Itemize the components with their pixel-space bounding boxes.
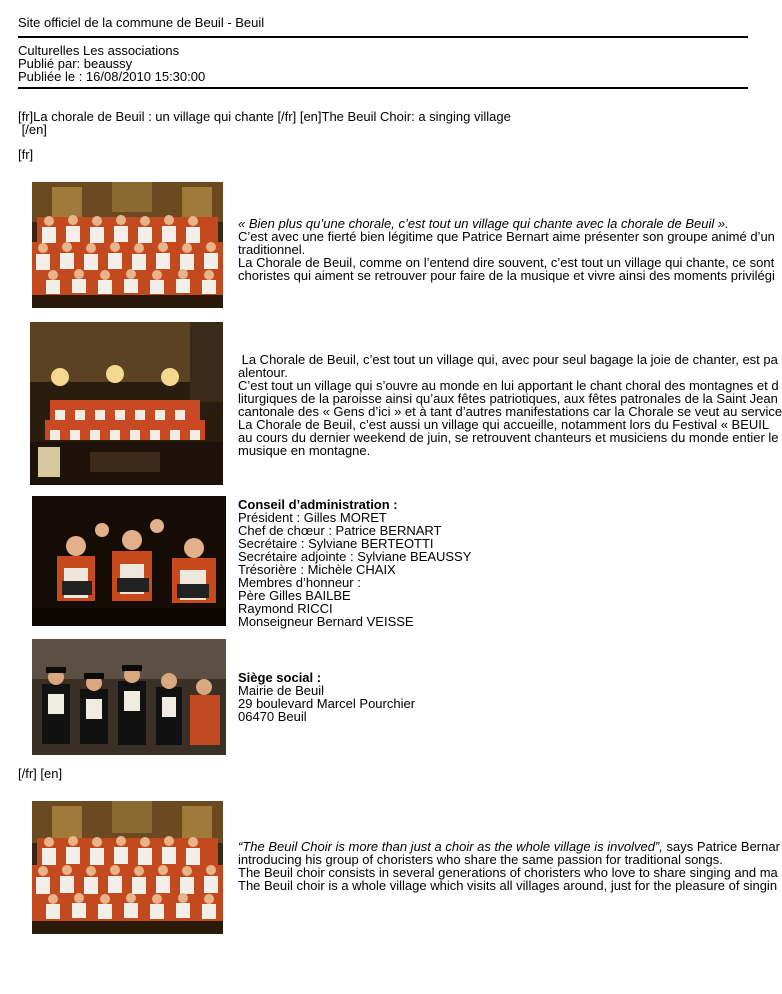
section-en-line2: introducing his group of choristers who share the same passion for traditional songs. bbox=[238, 852, 723, 867]
section-en-quote: “The Beuil Choir is more than just a choir as the whole village is involved”, bbox=[238, 839, 663, 854]
choir-photo-singers bbox=[32, 496, 226, 626]
board-member: Raymond RICCI bbox=[238, 601, 333, 616]
board-member: Monseigneur Bernard VEISSE bbox=[238, 614, 414, 629]
site-title: Site officiel de la commune de Beuil - Beuil bbox=[18, 15, 265, 30]
fr-open-tag: [fr] bbox=[18, 147, 34, 162]
category-label: Culturelles Les associations bbox=[18, 43, 180, 58]
header-divider bbox=[18, 36, 748, 38]
board-block bbox=[238, 498, 471, 628]
section1-line5: choristes qui aiment se retrouver pour faire de la musique et vivre ainsi des moments privilégi bbox=[238, 268, 775, 283]
section2-line6: La Chorale de Beuil, c’est aussi un village qui accueille, notamment lors du Festival « BEUIL bbox=[238, 417, 770, 432]
section-en-quote-tail: says Patrice Bernar bbox=[662, 839, 780, 854]
section2-line5: cantonale des « Gens d’ici » et à tant d’autres manifestations car la Chorale se veut au service bbox=[238, 404, 782, 419]
office-line: Mairie de Beuil bbox=[238, 683, 324, 698]
published-by: Publié par: beaussy bbox=[18, 56, 133, 71]
section-en-line3: The Beuil choir consists in several generations of choristers who love to share singing and ma bbox=[238, 865, 778, 880]
section1-text bbox=[238, 216, 775, 283]
section1-line3: traditionnel. bbox=[238, 242, 306, 257]
office-heading: Siège social : bbox=[238, 670, 322, 685]
section1-line4: La Chorale de Beuil, comme on l’entend dire souvent, c’est tout un village qui chante, ce sont bbox=[238, 255, 775, 270]
meta-divider bbox=[18, 87, 748, 89]
board-member: Père Gilles BAILBE bbox=[238, 588, 351, 603]
board-member: Chef de chœur : Patrice BERNART bbox=[238, 523, 442, 538]
board-member: Membres d’honneur : bbox=[238, 575, 361, 590]
office-block bbox=[238, 671, 415, 723]
section2-line7: au cours du dernier weekend de juin, se retrouvent chanteurs et musiciens du monde entier le bbox=[238, 430, 779, 445]
board-member: Président : Gilles MORET bbox=[238, 510, 387, 525]
article-title-line2: [/en] bbox=[18, 122, 47, 137]
section1-quote: « Bien plus qu’une chorale, c’est tout un village qui chante avec la chorale de Beuil ». bbox=[238, 216, 729, 231]
section2-line8: musique en montagne. bbox=[238, 443, 371, 458]
section2-line3: C’est tout un village qui s’ouvre au monde en lui apportant le chant choral des montagnes et d bbox=[238, 378, 779, 393]
fr-close-en-open-tag: [/fr] [en] bbox=[18, 766, 63, 781]
board-member: Trésorière : Michèle CHAIX bbox=[238, 562, 396, 577]
office-line: 06470 Beuil bbox=[238, 709, 307, 724]
board-member: Secrétaire : Sylviane BERTEOTTI bbox=[238, 536, 434, 551]
choir-photo-men bbox=[32, 639, 226, 755]
choir-photo-concert bbox=[30, 322, 223, 485]
section1-line2: C’est avec une fierté bien légitime que Patrice Bernart aime présenter son groupe animé d’un bbox=[238, 229, 775, 244]
section2-text bbox=[238, 352, 782, 458]
section2-line4: liturgiques de la paroisse ainsi qu’aux fêtes patriotiques, aux fêtes patronales de la Saint Jean bbox=[238, 391, 778, 406]
choir-photo-church-en bbox=[32, 801, 223, 934]
section-en-text bbox=[238, 839, 780, 893]
section-en-line4: The Beuil choir is a whole village which visits all villages around, just for the pleasure of singin bbox=[238, 878, 778, 893]
article-title bbox=[18, 110, 511, 136]
section2-line2: alentour. bbox=[238, 365, 288, 380]
choir-photo-church bbox=[32, 182, 223, 308]
board-member: Secrétaire adjointe : Sylviane BEAUSSY bbox=[238, 549, 472, 564]
meta-block bbox=[18, 44, 205, 83]
section2-line1: La Chorale de Beuil, c’est tout un village qui, avec pour seul bagage la joie de chanter, est pa bbox=[238, 352, 778, 367]
published-on: Publiée le : 16/08/2010 15:30:00 bbox=[18, 69, 206, 84]
article-title-line1: [fr]La chorale de Beuil : un village qui chante [/fr] [en]The Beuil Choir: a singing village bbox=[18, 109, 511, 124]
office-line: 29 boulevard Marcel Pourchier bbox=[238, 696, 416, 711]
board-heading: Conseil d’administration : bbox=[238, 497, 398, 512]
